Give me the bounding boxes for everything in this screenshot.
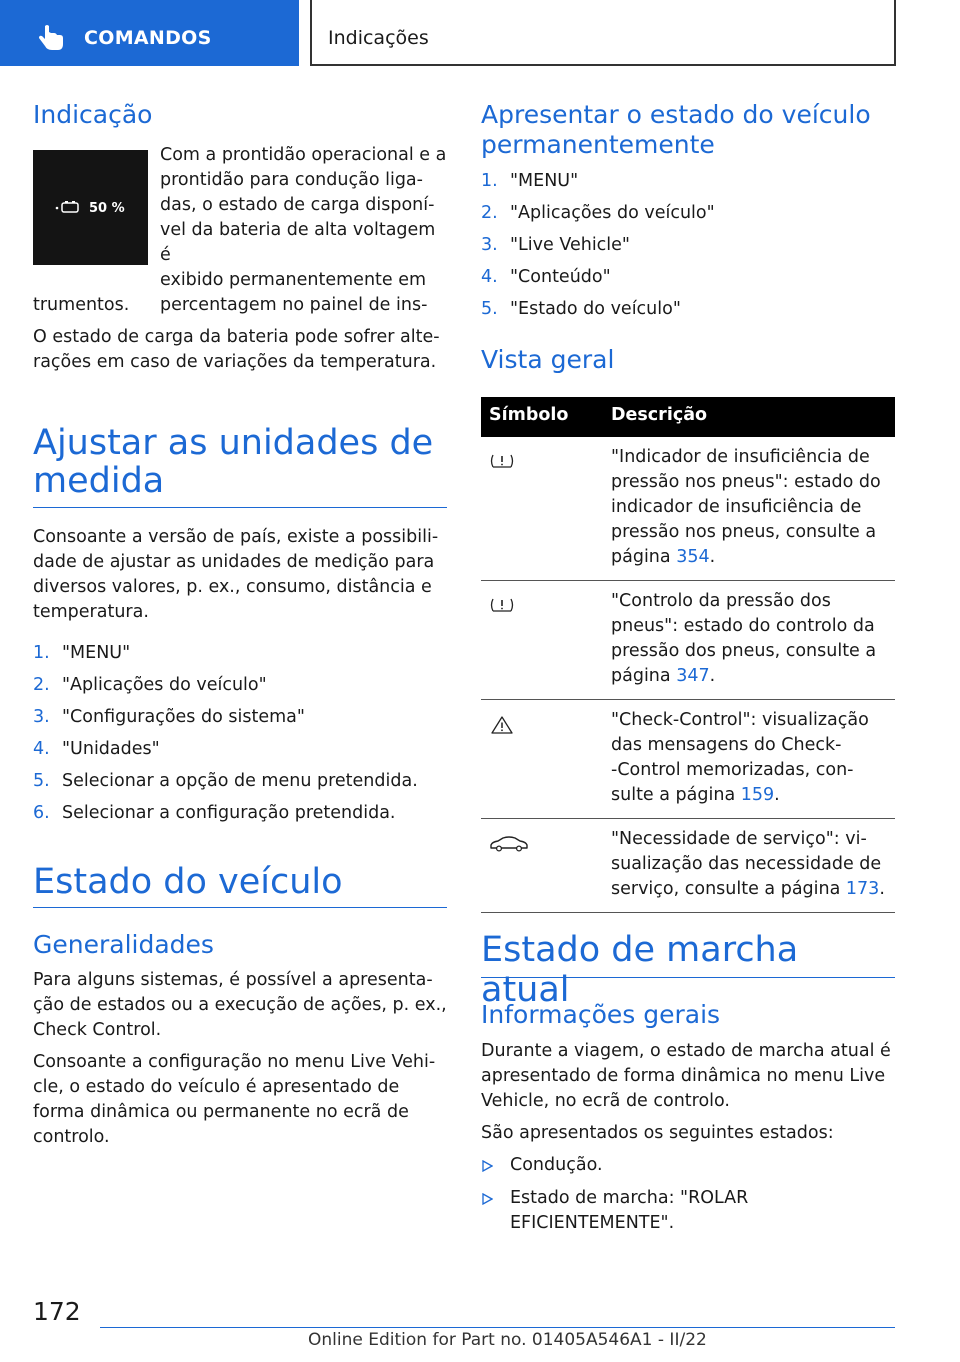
- page-link[interactable]: 354: [676, 547, 710, 567]
- list-item: 3. "Live Vehicle": [481, 235, 630, 255]
- chapter-header: [310, 0, 896, 66]
- page-link[interactable]: 159: [740, 785, 775, 805]
- list-item: 3. "Configurações do sistema": [33, 707, 305, 727]
- charge-value: 50 %: [89, 201, 125, 216]
- estado-heading: Estado do veículo: [33, 862, 343, 902]
- car-service-icon: [489, 833, 529, 855]
- list-item: 2. "Aplicações do veículo": [33, 675, 267, 695]
- indicacao-para1-tail: trumentos.: [33, 295, 130, 315]
- indicacao-para2: O estado de carga da bateria pode sofrer alte- rações em caso de variações da temperatura.: [33, 327, 440, 372]
- list-item: 1. "MENU": [481, 171, 579, 191]
- list-item: 6. Selecionar a configuração pretendida.: [33, 803, 396, 823]
- marcha-heading: Estado de marcha atual: [481, 930, 799, 1010]
- pointing-hand-icon: [36, 24, 66, 52]
- estado-para1: Para alguns sistemas, é possível a apresenta- ção de estados ou a execução de ações, p. ex., Check Control.: [33, 970, 447, 1040]
- apresentar-heading: Apresentar o estado do veículo permanentemente: [481, 100, 871, 159]
- marcha-para2: São apresentados os seguintes estados:: [481, 1123, 834, 1143]
- warning-triangle-icon: [489, 714, 515, 736]
- bullet-triangle-icon: [481, 1160, 493, 1172]
- units-rule: [33, 507, 447, 508]
- list-item: 5. Selecionar a opção de menu pretendida.: [33, 771, 418, 791]
- bullet-triangle-icon: [481, 1193, 493, 1205]
- marcha-para1: Durante a viagem, o estado de marcha atual é apresentado de forma dinâmica no menu Live Vehicle, no ecrã de controlo.: [481, 1041, 891, 1111]
- generalidades-heading: Generalidades: [33, 930, 214, 959]
- page-link[interactable]: 173: [845, 879, 880, 899]
- list-item: 2. "Aplicações do veículo": [481, 203, 715, 223]
- symbol-table: [481, 397, 895, 913]
- table-header: [481, 397, 895, 437]
- marcha-rule: [481, 977, 895, 978]
- table-row: "Indicador de insuficiência de pressão nos pneus": estado do indicador de insuficiência de pressão nos pneus, consulte a página 354.: [481, 437, 895, 581]
- section-label: COMANDOS: [84, 27, 212, 49]
- edition-footer: Online Edition for Part no. 01405A546A1 - II/22: [308, 1330, 707, 1350]
- tire-pressure-warning-icon: [489, 451, 515, 473]
- battery-display-image: [33, 150, 148, 265]
- list-item: 4. "Conteúdo": [481, 267, 611, 287]
- list-item: Estado de marcha: "ROLAR EFICIENTEMENTE".: [481, 1186, 895, 1236]
- informacoes-heading: Informações gerais: [481, 1000, 721, 1029]
- col-symbol-header: Símbolo: [489, 405, 569, 425]
- marcha-bullets: [481, 1153, 895, 1236]
- list-item: Condução.: [481, 1153, 895, 1178]
- estado-para2: Consoante a configuração no menu Live Vehi- cle, o estado do veículo é apresentado de forma dinâmica ou permanente no ecrã de controlo.: [33, 1052, 436, 1147]
- list-item: 4. "Unidades": [33, 739, 160, 759]
- units-heading: Ajustar as unidades de medida: [33, 423, 434, 501]
- list-item: 1. "MENU": [33, 643, 131, 663]
- page-link[interactable]: 347: [676, 666, 710, 686]
- chapter-label: Indicações: [328, 27, 429, 49]
- units-intro: Consoante a versão de país, existe a possibili- dade de ajustar as unidades de medição para diversos valores, p. ex., consumo, distância e temperatura.: [33, 527, 439, 622]
- col-desc-header: Descrição: [611, 405, 708, 425]
- table-row: "Necessidade de serviço": vi- sualização das necessidade de serviço, consulte a página 173.: [481, 819, 895, 913]
- indicacao-heading: Indicação: [33, 100, 153, 129]
- footer-rule: [100, 1327, 895, 1328]
- indicacao-para1: Com a prontidão operacional e a prontidão para condução liga- das, o estado de carga disponí- vel da bateria de alta voltagem é exibido permanentemente em percentagem no painel de ins-: [160, 145, 447, 315]
- vista-heading: Vista geral: [481, 345, 615, 374]
- estado-rule: [33, 907, 447, 908]
- list-item: 5. "Estado do veículo": [481, 299, 681, 319]
- apresentar-steps: [481, 165, 895, 325]
- table-row: "Controlo da pressão dos pneus": estado do controlo da pressão dos pneus, consulte a página 347.: [481, 581, 895, 700]
- table-row: "Check-Control": visualização das mensagens do Check- -Control memorizadas, con- sulte a página 159.: [481, 700, 895, 819]
- page-number: 172: [33, 1297, 81, 1326]
- battery-icon: [55, 200, 87, 214]
- tire-pressure-control-icon: [489, 595, 515, 617]
- units-steps: [33, 637, 447, 829]
- section-tab: [0, 0, 299, 66]
